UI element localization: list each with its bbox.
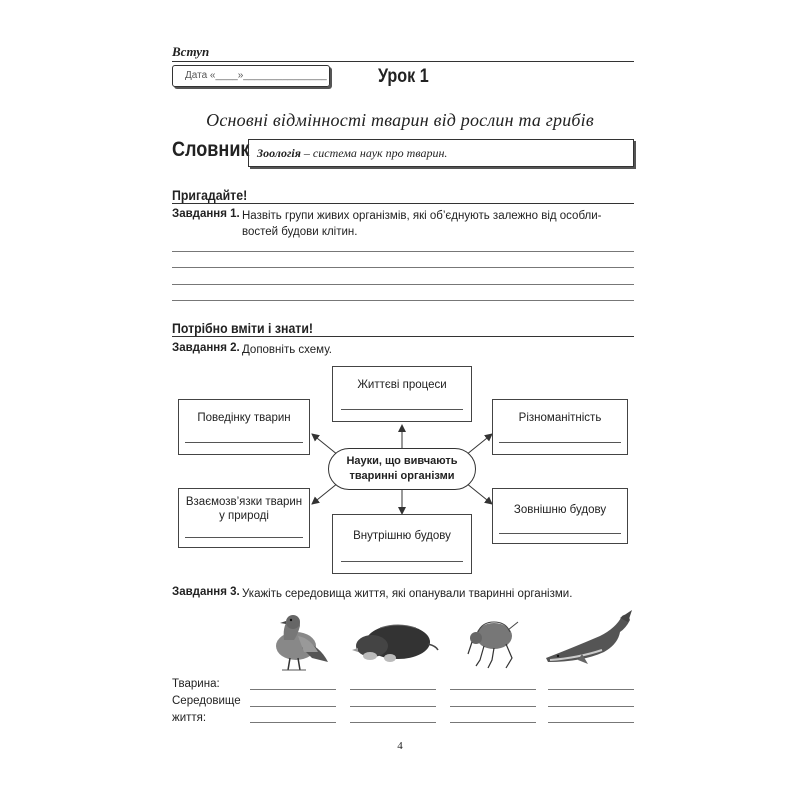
scheme-answer-line[interactable] <box>499 533 621 534</box>
env-answer-line[interactable] <box>350 722 436 723</box>
lesson-title: Урок 1 <box>378 66 429 87</box>
scheme-center-line2: тваринні організми <box>349 470 455 482</box>
page-title: Основні відмінності тварин від рослин та грибів <box>206 110 594 130</box>
scheme-answer-line[interactable] <box>185 442 303 443</box>
mole-image <box>350 616 440 666</box>
scheme-center-line1: Науки, що вивчають <box>346 455 458 467</box>
date-label: Дата «____»_______________ <box>185 70 327 81</box>
animal-answer-line[interactable] <box>350 689 436 690</box>
row-label-env-1: Середовище <box>172 695 241 707</box>
task1-label: Завдання 1. <box>172 208 240 220</box>
task1-text-line2: востей будови клітин. <box>242 226 358 238</box>
scheme-label-left-bottom-2: у природі <box>219 510 269 522</box>
scheme-answer-line[interactable] <box>341 561 463 562</box>
flea-image <box>462 614 524 670</box>
arrow-right-top <box>466 434 492 455</box>
scheme-box-top <box>332 366 472 422</box>
env-answer-line[interactable] <box>450 722 536 723</box>
scheme-label-right-bottom: Зовнішню будову <box>513 504 607 516</box>
env-answer-line[interactable] <box>450 706 536 707</box>
arrow-right-bottom <box>466 483 492 504</box>
scheme-box-left-bottom <box>178 488 310 548</box>
page-number: 4 <box>397 740 403 752</box>
row-label-env-2: життя: <box>172 712 207 724</box>
scheme-answer-line[interactable] <box>341 409 463 410</box>
env-answer-line[interactable] <box>548 722 634 723</box>
scheme-label-right-top: Різноманітність <box>518 412 602 424</box>
glossary-label: Словник <box>172 138 250 161</box>
animal-answer-line[interactable] <box>548 689 634 690</box>
task2-text: Доповніть схему. <box>242 344 333 356</box>
scheme-answer-line[interactable] <box>499 442 621 443</box>
scheme-center <box>328 448 476 490</box>
glossary-term: Зоологія <box>257 146 301 160</box>
scheme-label-left-bottom-1: Взаємозв’язки тварин <box>185 496 303 508</box>
env-answer-line[interactable] <box>548 706 634 707</box>
scheme-box-right-bottom <box>492 488 628 544</box>
task3-label: Завдання 3. <box>172 586 240 598</box>
env-answer-line[interactable] <box>250 706 336 707</box>
env-answer-line[interactable] <box>250 722 336 723</box>
scheme-box-right-top <box>492 399 628 455</box>
scheme-box-bottom <box>332 514 472 574</box>
task2-label: Завдання 2. <box>172 342 240 354</box>
task3-text: Укажіть середовища життя, які опанували тваринні організми. <box>242 588 573 600</box>
glossary-definition: – система наук про тварин. <box>303 146 448 160</box>
section-title: Вступ <box>172 44 210 59</box>
env-answer-line[interactable] <box>350 706 436 707</box>
scheme-box-left-top <box>178 399 310 455</box>
remember-heading: Пригадайте! <box>172 187 248 203</box>
task1-text-line1: Назвіть групи живих організмів, які об’єднують залежно від особли- <box>242 210 602 222</box>
row-label-animal: Тварина: <box>172 678 220 690</box>
scheme-label-left-top: Поведінку тварин <box>197 412 291 424</box>
pigeon-image <box>262 606 332 674</box>
know-heading: Потрібно вміти і знати! <box>172 320 314 336</box>
arrow-left-bottom <box>312 483 338 504</box>
animal-answer-line[interactable] <box>450 689 536 690</box>
scheme-label-bottom: Внутрішню будову <box>353 530 451 542</box>
scheme-label-top: Життєві процеси <box>357 379 447 391</box>
arrow-left-top <box>312 434 338 455</box>
animal-answer-line[interactable] <box>250 689 336 690</box>
whale-image <box>542 608 634 668</box>
scheme-answer-line[interactable] <box>185 537 303 538</box>
